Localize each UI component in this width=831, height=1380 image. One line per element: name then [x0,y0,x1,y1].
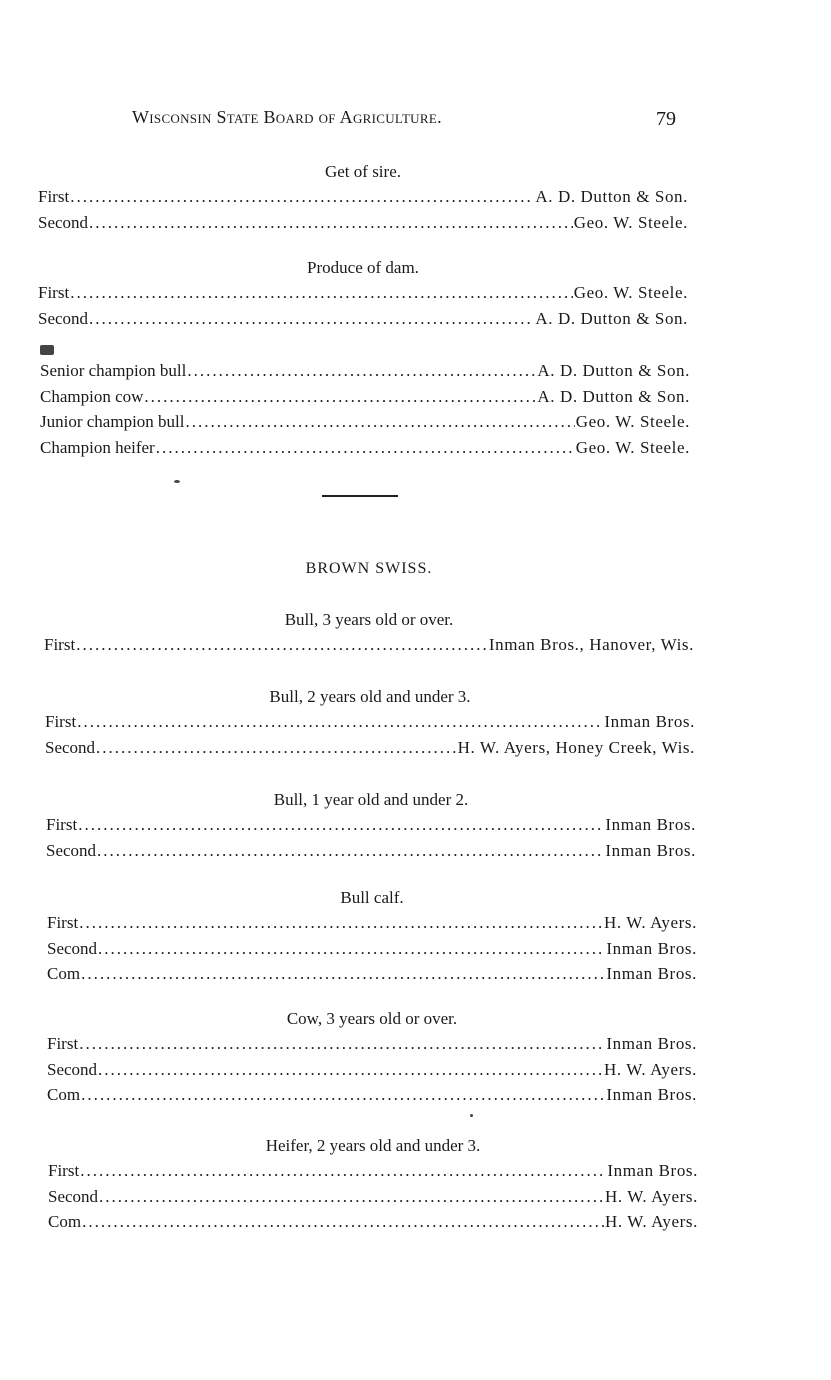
section-get-of-sire [38,160,688,235]
award-winner: Inman Bros. [606,964,697,983]
award-row [40,358,690,384]
dot-leader [79,1031,605,1057]
award-label: Second [48,1186,99,1206]
dot-leader [96,735,457,761]
award-row [40,409,690,435]
dot-leader [81,961,605,987]
dot-leader [81,1082,605,1108]
class-bull-3-years [44,608,694,658]
award-row [38,184,688,210]
award-label: First [46,815,78,834]
award-row [47,1057,697,1083]
award-winner: H. W. Ayers. [603,913,697,932]
class-bull-2-years [45,685,695,760]
award-label: Second [38,212,89,232]
award-row [46,812,696,838]
award-row [38,306,688,332]
award-row [47,910,697,936]
scan-speck [470,1114,473,1117]
scan-speck [174,480,180,483]
award-row [40,384,690,410]
running-head [132,107,692,128]
award-winner: Inman Bros. [605,840,696,860]
section-produce-of-dam [38,256,688,331]
dot-leader [98,936,605,962]
class-bull-calf [47,886,697,987]
award-row [47,961,697,987]
class-subtitle: Bull, 2 years old and under 3. [269,687,471,706]
award-label: Com [48,1212,82,1231]
award-row [38,280,688,306]
award-label: First [48,1161,80,1180]
dot-leader [99,1184,604,1210]
award-winner: H. W. Ayers. [604,1212,698,1231]
dot-leader [97,838,604,864]
dot-leader [89,306,534,332]
award-winner: Inman Bros. [606,938,697,958]
section-subtitle: Get of sire. [324,162,401,181]
award-winner: A. D. Dutton & Son. [535,308,688,328]
award-winner: Geo. W. Steele. [573,283,688,302]
award-winner: H. W. Ayers. [603,1059,697,1079]
section-champions [40,358,690,460]
dot-leader [187,358,536,384]
award-winner: Inman Bros. [607,1161,698,1180]
award-winner: Geo. W. Steele. [573,212,688,232]
award-winner: Inman Bros., Hanover, Wis. [488,635,694,654]
award-row [45,735,695,761]
award-label: First [45,712,77,731]
section-subtitle: Produce of dam. [307,258,419,277]
dot-leader [77,709,603,735]
section-divider-rule [322,495,398,497]
award-row [40,435,690,461]
award-label: Second [47,938,98,958]
dot-leader [98,1057,603,1083]
award-label: Champion cow [40,386,144,406]
award-label: First [38,283,70,302]
class-cow-3-years [47,1007,697,1108]
award-label: Junior champion bull [40,412,185,431]
award-label: Com [47,964,81,983]
dot-leader [144,384,536,410]
award-label: First [44,635,76,654]
award-label: First [47,913,79,932]
dot-leader [79,910,603,936]
award-row [47,1082,697,1108]
dot-leader [80,1158,606,1184]
award-winner: A. D. Dutton & Son. [537,386,690,406]
award-winner: A. D. Dutton & Son. [537,361,690,380]
award-winner: H. W. Ayers. [604,1186,698,1206]
class-subtitle: Cow, 3 years old or over. [286,1009,458,1028]
class-subtitle: Heifer, 2 years old and under 3. [265,1136,481,1155]
award-row [46,838,696,864]
award-winner: Inman Bros. [606,1034,697,1053]
award-winner: Geo. W. Steele. [575,437,690,457]
class-subtitle: Bull, 3 years old or over. [284,610,454,629]
dot-leader [70,184,534,210]
award-winner: Geo. W. Steele. [575,412,690,431]
award-row [48,1158,698,1184]
dot-leader [70,280,573,306]
class-heifer-2-years [48,1134,698,1235]
award-label: Com [47,1085,81,1104]
award-winner: Inman Bros. [604,712,695,731]
breed-heading: BROWN SWISS. [305,560,433,577]
class-subtitle: Bull calf. [340,888,404,907]
award-winner: Inman Bros. [606,1085,697,1104]
award-label: First [38,187,70,206]
dot-leader [78,812,604,838]
breed-heading-block [44,560,694,578]
dot-leader [76,632,488,658]
award-row [48,1209,698,1235]
award-row [38,210,688,236]
award-row [45,709,695,735]
dot-leader [82,1209,604,1235]
dot-leader [156,435,575,461]
award-label: First [47,1034,79,1053]
award-label: Second [38,308,89,328]
award-row [48,1184,698,1210]
scan-blot [40,345,54,355]
class-subtitle: Bull, 1 year old and under 2. [273,790,469,809]
award-winner: Inman Bros. [605,815,696,834]
award-winner: A. D. Dutton & Son. [535,187,688,206]
award-winner: H. W. Ayers, Honey Creek, Wis. [457,737,695,757]
page-number: 79 [656,108,676,130]
award-row [44,632,694,658]
class-bull-1-year [46,788,696,863]
award-row [47,1031,697,1057]
running-head-title: Wisconsin State Board of Agriculture. [132,107,442,127]
award-label: Second [46,840,97,860]
dot-leader [185,409,574,435]
award-label: Second [45,737,96,757]
dot-leader [89,210,573,236]
award-label: Champion heifer [40,437,155,457]
award-row [47,936,697,962]
award-label: Second [47,1059,98,1079]
award-label: Senior champion bull [40,361,187,380]
